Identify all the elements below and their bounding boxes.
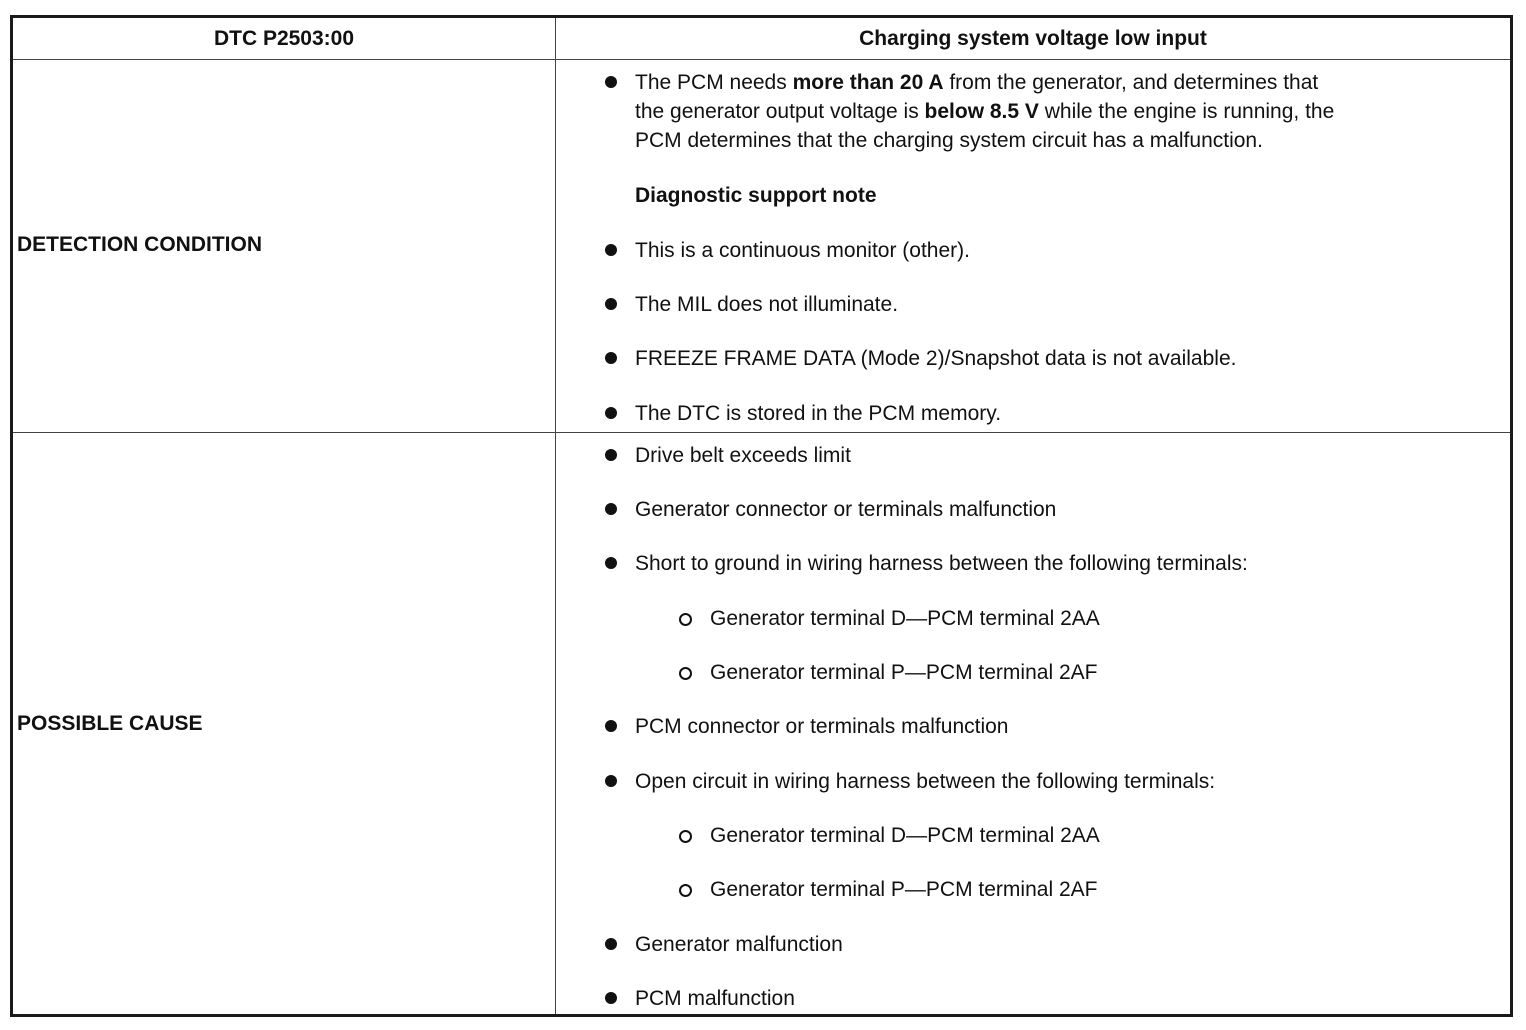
detection-line-2: the generator output voltage is below 8.5 V while the engine is running, the (635, 100, 1335, 123)
detection-line-3: PCM determines that the charging system circuit has a malfunction. (635, 129, 1263, 152)
cause-subitem: Generator terminal P—PCM terminal 2AF (710, 878, 1098, 901)
cause-item: PCM malfunction (635, 987, 795, 1010)
bullet-icon (605, 298, 617, 310)
detection-note: This is a continuous monitor (other). (635, 239, 970, 262)
bullet-icon (605, 76, 617, 88)
bullet-icon (605, 449, 617, 461)
bullet-icon (605, 775, 617, 787)
header-divider (13, 59, 1510, 60)
cause-item: Drive belt exceeds limit (635, 444, 851, 467)
detection-note: The MIL does not illuminate. (635, 293, 899, 316)
cause-item: Open circuit in wiring harness between the following terminals: (635, 770, 1216, 793)
cause-subitem: Generator terminal D—PCM terminal 2AA (710, 607, 1100, 630)
row-divider (13, 432, 1510, 433)
detection-line-1: The PCM needs more than 20 A from the generator, and determines that (635, 71, 1319, 94)
cause-subitem: Generator terminal D—PCM terminal 2AA (710, 824, 1100, 847)
diagnostic-support-note-heading: Diagnostic support note (635, 184, 877, 207)
cause-item: Short to ground in wiring harness between the following terminals: (635, 552, 1248, 575)
detection-note: The DTC is stored in the PCM memory. (635, 402, 1002, 425)
bullet-icon (605, 352, 617, 364)
bullet-icon (605, 244, 617, 256)
dtc-table (10, 15, 1513, 1017)
cause-item: Generator connector or terminals malfunction (635, 498, 1057, 521)
bullet-icon (605, 938, 617, 950)
cause-item: PCM connector or terminals malfunction (635, 715, 1009, 738)
bullet-icon (605, 407, 617, 419)
bullet-icon (605, 557, 617, 569)
detection-condition-label: DETECTION CONDITION (17, 233, 262, 256)
bullet-icon (605, 720, 617, 732)
dtc-code-header: DTC P2503:00 (213, 26, 355, 50)
dtc-description-header: Charging system voltage low input (859, 26, 1207, 50)
detection-note: FREEZE FRAME DATA (Mode 2)/Snapshot data is not available. (635, 347, 1237, 370)
column-divider (555, 18, 556, 1014)
possible-cause-label: POSSIBLE CAUSE (17, 712, 203, 735)
open-bullet-icon (679, 613, 692, 626)
bullet-icon (605, 992, 617, 1004)
cause-subitem: Generator terminal P—PCM terminal 2AF (710, 661, 1098, 684)
cause-item: Generator malfunction (635, 933, 843, 956)
bullet-icon (605, 503, 617, 515)
open-bullet-icon (679, 667, 692, 680)
open-bullet-icon (679, 830, 692, 843)
open-bullet-icon (679, 884, 692, 897)
